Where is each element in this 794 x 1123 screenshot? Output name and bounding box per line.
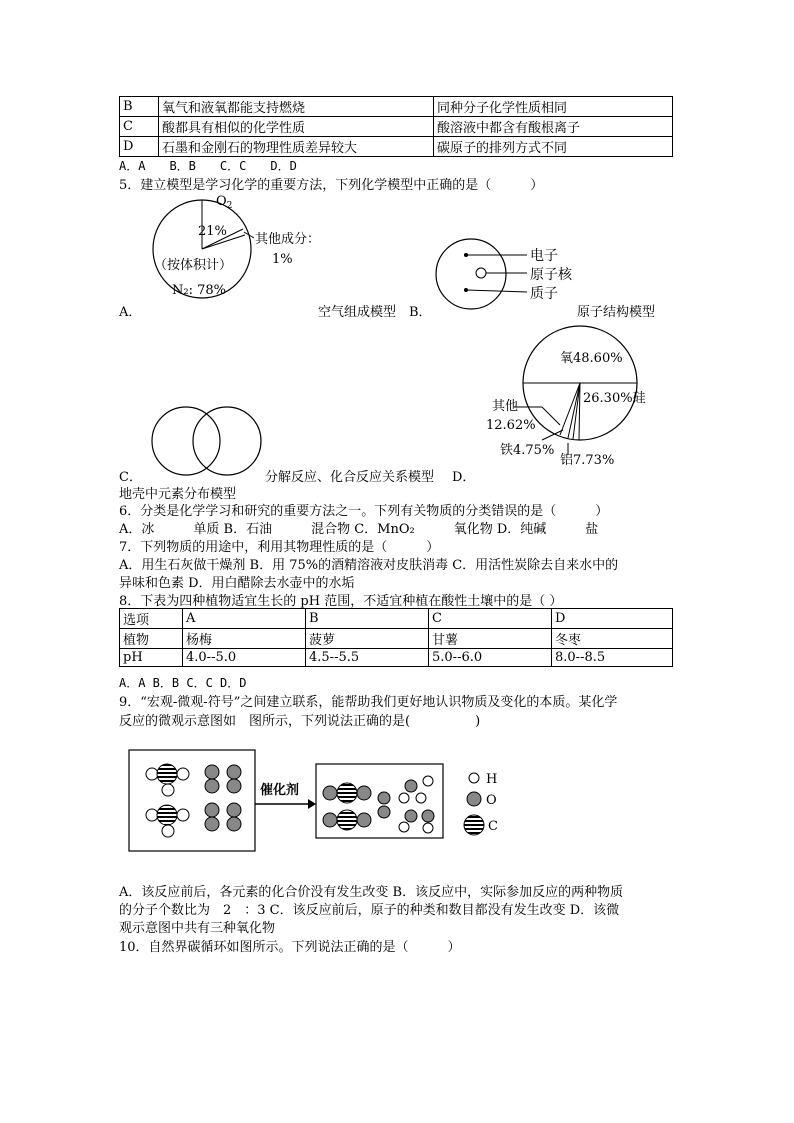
q7-stem: 7．下列物质的用途中，利用其物理性质的是（ ） [119,540,440,555]
table-cell: D [552,609,673,629]
q5-option-b: B． [409,305,432,320]
q6-options: A．冰 单质 B．石油 混合物 C．MnO₂ 氧化物 D．纯碱 盐 [119,522,599,537]
table-cell: pH [120,649,183,667]
table-cell: 酸溶液中都含有酸根离子 [434,117,673,137]
table-row [120,649,673,667]
catalyst-label: 催化剂 [260,783,300,798]
q4-options: A．A B．B C．C D．D [119,159,297,173]
table-row [120,137,673,157]
q5-option-b-caption: 原子结构模型 [577,305,656,320]
table-cell: A [183,609,306,629]
q5-stem: 5．建立模型是学习化学的重要方法，下列化学模型中正确的是（ ） [119,178,544,193]
q5-option-d: D． [452,470,476,485]
atom-structure-diagram [435,235,595,315]
reaction-relation-venn-diagram [148,403,268,478]
legend-h: H [486,772,498,787]
table-cell: 选项 [120,609,183,629]
legend-c: C [488,819,498,834]
table-cell: 4.0--5.0 [183,649,306,667]
table-cell: 杨梅 [183,629,306,649]
q8-options: A．A B．B C．C D．D [119,676,247,690]
other-percent: 1% [272,252,293,267]
silicon-label: 26.30%硅 [583,391,646,406]
table-cell: B [120,97,159,117]
n2-label: N₂: 78% [172,283,226,298]
ph-table [119,608,673,667]
pie-center-label: （按体积计） [154,258,233,273]
table-cell: 4.5--5.5 [306,649,429,667]
electron-label: 电子 [530,248,558,264]
q8-stem: 8．下表为四种植物适宜生长的 pH 范围，不适宜种植在酸性土壤中的是（ ） [119,594,563,609]
q4-table [119,96,673,157]
q5-option-c: C． [119,470,142,485]
table-cell: 同种分子化学性质相同 [434,97,673,117]
nucleus-label: 原子核 [530,267,572,283]
o2-percent: 21% [198,224,227,239]
table-cell: 氧气和液氧都能支持燃烧 [159,97,434,117]
reaction-micro-diagram [128,748,528,854]
other-elements-percent: 12.62% [486,418,536,433]
q5-option-c-caption: 分解反应、化合反应关系模型 [265,470,435,485]
table-cell: 冬枣 [552,629,673,649]
table-row [120,117,673,137]
table-cell: D [120,137,159,157]
table-cell: B [306,609,429,629]
q5-option-a: A． [119,305,142,320]
q9-answer-line3: 观示意图中共有三种氧化物 [119,921,276,936]
crust-elements-diagram [480,325,660,475]
q9-answer-line2: 的分子个数比为 2 ：3 C．该反应前后，原子的种类和数目都没有发生改变 D．该微 [119,903,620,918]
table-cell: 酸都具有相似的化学性质 [159,117,434,137]
table-cell: 植物 [120,629,183,649]
oxygen-label: 氧48.60% [560,351,623,366]
proton-label: 质子 [530,286,558,302]
q10-stem: 10．自然界碳循环如图所示。下列说法正确的是（ ） [119,940,461,955]
table-row [120,629,673,649]
q7-line1: A．用生石灰做干燥剂 B．用 75%的酒精溶液对皮肤消毒 C．用活性炭除去自来水中的 [119,558,619,573]
table-cell: 菠萝 [306,629,429,649]
air-composition-diagram [140,190,360,310]
q9-line1: 9．“宏观-微观-符号”之间建立联系，能帮助我们更好地认识物质及变化的本质。某化学 [119,695,618,710]
iron-label: 铁4.75% [500,443,555,458]
table-row [120,609,673,629]
q9-line2: 反应的微观示意图如 图所示，下列说法正确的是( ) [119,714,481,729]
table-cell: 5.0--6.0 [429,649,552,667]
other-elements-label: 其他 [492,399,519,414]
table-cell: 8.0--8.5 [552,649,673,667]
other-label: 其他成分： [255,232,321,247]
table-cell: 碳原子的排列方式不同 [434,137,673,157]
table-cell: C [429,609,552,629]
q5-option-d-caption: 地壳中元素分布模型 [119,487,237,502]
o2-label: $O_2$ [216,194,233,211]
table-cell: C [120,117,159,137]
legend-o: O [486,793,497,808]
q6-stem: 6．分类是化学学习和研究的重要方法之一。下列有关物质的分类错误的是（ ） [119,504,609,519]
aluminum-label: 铝7.73% [560,453,615,468]
table-cell: 石墨和金刚石的物理性质差异较大 [159,137,434,157]
table-cell: 甘薯 [429,629,552,649]
q5-option-a-caption: 空气组成模型 [318,305,397,320]
q9-answer-line1: A．该反应前后，各元素的化合价没有发生改变 B．该反应中，实际参加反应的两种物质 [119,885,624,900]
table-row [120,97,673,117]
q7-line2: 异味和色素 D．用白醋除去水壶中的水垢 [119,576,355,591]
